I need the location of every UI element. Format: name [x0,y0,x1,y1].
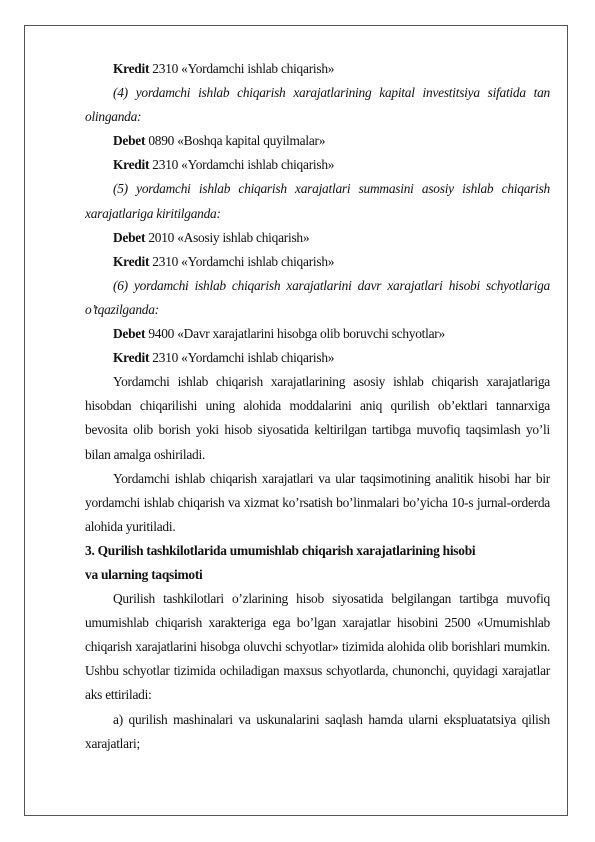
entry-kredit-2310-d: Kredit 2310 «Yordamchi ishlab chiqarish» [113,350,335,366]
paragraph-list-item-a: a) qurilish mashinalari va uskunalarini saqlash hamda ularni ekspluatatsiya qilish xarajatlari; [85,711,550,751]
entry-debet-9400: Debet 9400 «Davr xarajatlarini hisobga olib boruvchi schyotlar» [113,326,445,342]
document-body [85,57,550,756]
section-heading-line2: va ularning taqsimoti [85,566,203,582]
entry-kredit-2310-c: Kredit 2310 «Yordamchi ishlab chiqarish» [113,253,335,269]
note-main-production: (5) yordamchi ishlab chiqarish xarajatlari summasini asosiy ishlab chiqarish xarajatlariga kiritilganda: [85,181,550,221]
paragraph-write-off: Yordamchi ishlab chiqarish xarajatlarining asosiy ishlab chiqarish xarajatlariga hisobdan chiqarilishi uning alohida moddalarini aniq qurilish ob’ektlari tannarxiga bevosita olib borish yoki hisob siyosatida keltirilgan tartibga muvofiq taqsimlash yo’li bilan amalga oshiriladi. [85,374,550,462]
paragraph-analytic-accounting: Yordamchi ishlab chiqarish xarajatlari va ular taqsimotining analitik hisobi har bir yordamchi ishlab chiqarish va xizmat ko’rsatish bo’linmalari bo’yicha 10-s jurnal-orderda alohida yuritiladi. [85,470,550,534]
entry-debet-2010: Debet 2010 «Asosiy ishlab chiqarish» [113,229,310,245]
entry-kredit-2310-a: Kredit 2310 «Yordamchi ishlab chiqarish» [113,61,335,76]
note-period-expenses: (6) yordamchi ishlab chiqarish xarajatlarini davr xarajatlari hisobi schyotlariga o’tqazilganda: [85,277,550,317]
section-heading [85,539,550,587]
paragraph-overhead-accounts: Qurilish tashkilotlari o’zlarining hisob siyosatida belgilangan tartibga muvofiq umumishlab chiqarish xarakteriga ega bo’lgan xarajatlar hisobini 2500 «Umumishlab chiqarish xarajatlarini hisobga oluvchi schyotlar» tizimida alohida olib borishlari mumkin. Ushbu schyotlar tizimida ochiladigan maxsus schyotlarda, chunonchi, quyidagi xarajatlar aks ettiriladi: [85,591,550,703]
entry-debet-0890: Debet 0890 «Boshqa kapital quyilmalar» [113,133,326,149]
entry-kredit-2310-b: Kredit 2310 «Yordamchi ishlab chiqarish» [113,157,335,173]
note-capital-investment: (4) yordamchi ishlab chiqarish xarajatlarining kapital investitsiya sifatida tan olinganda: [85,85,550,125]
section-heading-line1: 3. Qurilish tashkilotlarida umumishlab chiqarish xarajatlarining hisobi [85,542,476,558]
